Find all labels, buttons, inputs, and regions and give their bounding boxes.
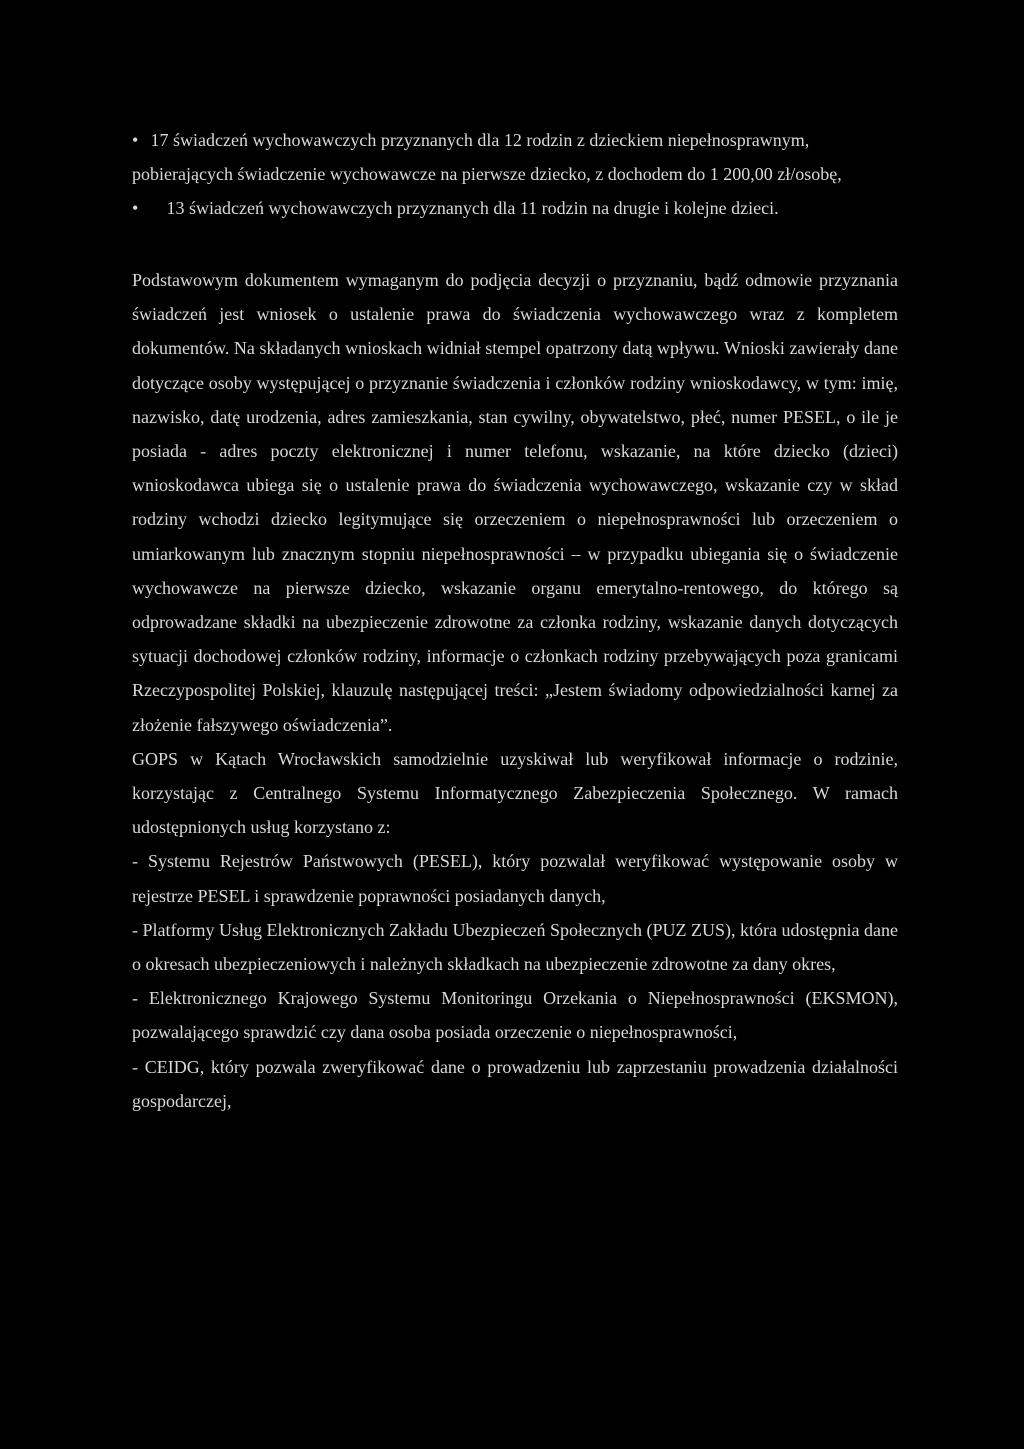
benefit-bullet-list — [132, 123, 898, 225]
paragraph-application-requirements: Podstawowym dokumentem wymaganym do podjęcia decyzji o przyznaniu, bądź odmowie przyznania świadczeń jest wniosek o ustalenie prawa do świadczenia wychowawczego wraz z kompletem dokumentów. Na składanych wnioskach widniał stempel opatrzony datą wpływu. Wnioski zawierały dane dotyczące osoby występującej o przyznanie świadczenia i członków rodziny wnioskodawcy, w tym: imię, nazwisko, datę urodzenia, adres zamieszkania, stan cywilny, obywatelstwo, płeć, numer PESEL, o ile je posiada - adres poczty elektronicznej i numer telefonu, wskazanie, na które dziecko (dzieci) wnioskodawca ubiega się o ustalenie prawa do świadczenia wychowawczego, wskazanie czy w skład rodziny wchodzi dziecko legitymujące się orzeczeniem o niepełnosprawności lub orzeczeniem o umiarkowanym lub znacznym stopniu niepełnosprawności – w przypadku ubiegania się o świadczenie wychowawcze na pierwsze dziecko, wskazanie organu emerytalno-rentowego, do którego są odprowadzane składki na ubezpieczenie zdrowotne za członka rodziny, wskazanie danych dotyczących sytuacji dochodowej członków rodziny, informacje o członkach rodziny przebywających poza granicami Rzeczypospolitej Polskiej, klauzulę następującej treści: „Jestem świadomy odpowiedzialności karnej za złożenie fałszywego oświadczenia”. — [132, 270, 898, 735]
paragraph-spacer — [132, 225, 898, 263]
document-body — [132, 123, 898, 1118]
bullet-item-first-child — [132, 123, 898, 191]
bullet-icon: • — [132, 198, 139, 218]
service-item-puz-zus: - Platformy Usług Elektronicznych Zakładu Ubezpieczeń Społecznych (PUZ ZUS), która udostępnia dane o okresach ubezpieczeniowych i należnych składkach na ubezpieczenie zdrowotne za dany okres, — [132, 919, 898, 975]
service-item-eksmon: - Elektronicznego Krajowego Systemu Monitoringu Orzekania o Niepełnosprawności (EKSMON), pozwalającego sprawdzić czy dana osoba posiada orzeczenie o niepełnosprawności, — [132, 988, 898, 1043]
bullet-icon: • — [132, 130, 139, 150]
bullet-text: 13 świadczeń wychowawczych przyznanych dla 11 rodzin na drugie i kolejne dzieci. — [166, 198, 779, 218]
service-item-ceidg: - CEIDG, który pozwala zweryfikować dane o prowadzeniu lub zaprzestaniu prowadzenia działalności gospodarczej, — [132, 1056, 898, 1111]
service-item-pesel: - Systemu Rejestrów Państwowych (PESEL), który pozwalał weryfikować występowanie osoby w rejestrze PESEL i sprawdzenie poprawności posiadanych danych, — [132, 851, 898, 906]
bullet-item-second-child — [132, 191, 898, 225]
bullet-text: 17 świadczeń wychowawczych przyznanych dla 12 rodzin z dzieckiem niepełnosprawnym, pobierających świadczenie wychowawcze na pierwsze dziecko, z dochodem do 1 200,00 zł/osobę, — [132, 130, 842, 184]
paragraph-gops-verification: GOPS w Kątach Wrocławskich samodzielnie uzyskiwał lub weryfikował informacje o rodzinie, korzystając z Centralnego Systemu Informatycznego Zabezpieczenia Społecznego. W ramach udostępnionych usług korzystano z: — [132, 748, 898, 838]
